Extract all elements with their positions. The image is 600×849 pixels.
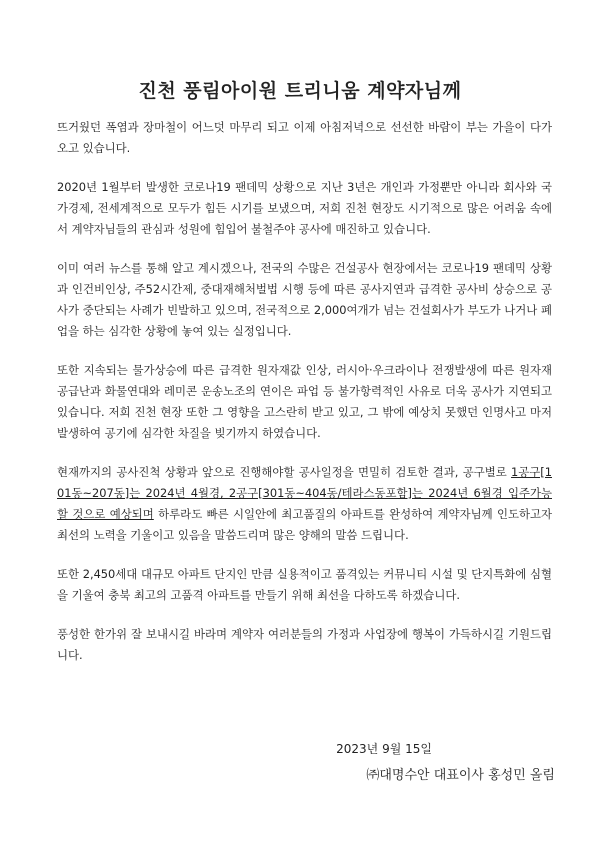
paragraph-community: 또한 2,450세대 대규모 아파트 단지인 만큼 실용적이고 품격있는 커뮤니티 시설 및 단지특화에 심혈을 기울여 충북 최고의 고품격 아파트를 만들기 위해 최선을 다하도록 하겠습니다.	[57, 567, 553, 602]
paragraph-schedule	[57, 462, 552, 546]
paragraph-delays: 또한 지속되는 물가상승에 따른 급격한 원자재값 인상, 러시아·우크라이나 전쟁발생에 따른 원자재 공급난과 화물연대와 레미콘 운송노조의 연이은 파업 등 불가항력적인 사유로 더욱 공사가 지연되고 있습니다. 저희 진천 현장 또한 그 영향을 고스란히 받고 있고, 그 밖에 예상치 못했던 인명사고 마저 발생하여 공기에 심각한 차질을 빚기까지 하였습니다.	[57, 363, 552, 440]
paragraph-pandemic: 2020년 1월부터 발생한 코로나19 팬데믹 상황으로 지난 3년은 개인과 가정뿐만 아니라 회사와 국가경제, 전세계적으로 모두가 힘든 시기를 보냈으며, 저희 진천 현장도 시기적으로 많은 어려움 속에서 계약자님들의 관심과 성원에 힘입어 불철주야 공사에 매진하고 있습니다.	[57, 180, 552, 236]
paragraph-industry: 이미 여러 뉴스를 통해 알고 계시겠으나, 전국의 수많은 건설공사 현장에서는 코로나19 팬데믹 상황과 인건비인상, 주52시간제, 중대재해처벌법 시행 등에 따른 공사지연과 급격한 공사비 상승으로 공사가 중단되는 사례가 빈발하고 있으며, 전국적으로 2,000여개가 넘는 건설회사가 부도가 나거나 폐업을 하는 심각한 상황에 놓여 있는 실정입니다.	[57, 261, 552, 338]
paragraph-closing: 풍성한 한가위 잘 보내시길 바라며 계약자 여러분들의 가정과 사업장에 행복이 가득하시길 기원드립니다.	[57, 627, 552, 662]
paragraph-greeting: 뜨거웠던 폭염과 장마철이 어느덧 마무리 되고 이제 아침저녁으로 선선한 바람이 부는 가을이 다가 오고 있습니다.	[57, 120, 552, 155]
letter-date: 2023년 9월 15일	[336, 742, 432, 756]
schedule-intro: 현재까지의 공사진척 상황과 앞으로 진행해야할 공사일정을 면밀히 검토한 결과, 공구별로	[57, 465, 512, 479]
letter-body	[57, 117, 552, 684]
schedule-move-in-dates: 1공구[101동~207동]는 2024년 4월경, 2공구[301동~404동/테라스동포함]는 2024년 6월경 입주가능 할 것으로 예상되며	[57, 465, 552, 521]
letter-signer: ㈜대명수안 대표이사 홍성민 올림	[366, 768, 555, 783]
letter-title: 진천 풍림아이원 트리니움 계약자님께	[138, 80, 462, 102]
schedule-outro: 하루라도 빠른 시일안에 최고품질의 아파트를 완성하여 계약자님께 인도하고자 최선의 노력을 기울이고 있음을 말씀드리며 많은 양해의 말씀 드립니다.	[57, 507, 552, 542]
